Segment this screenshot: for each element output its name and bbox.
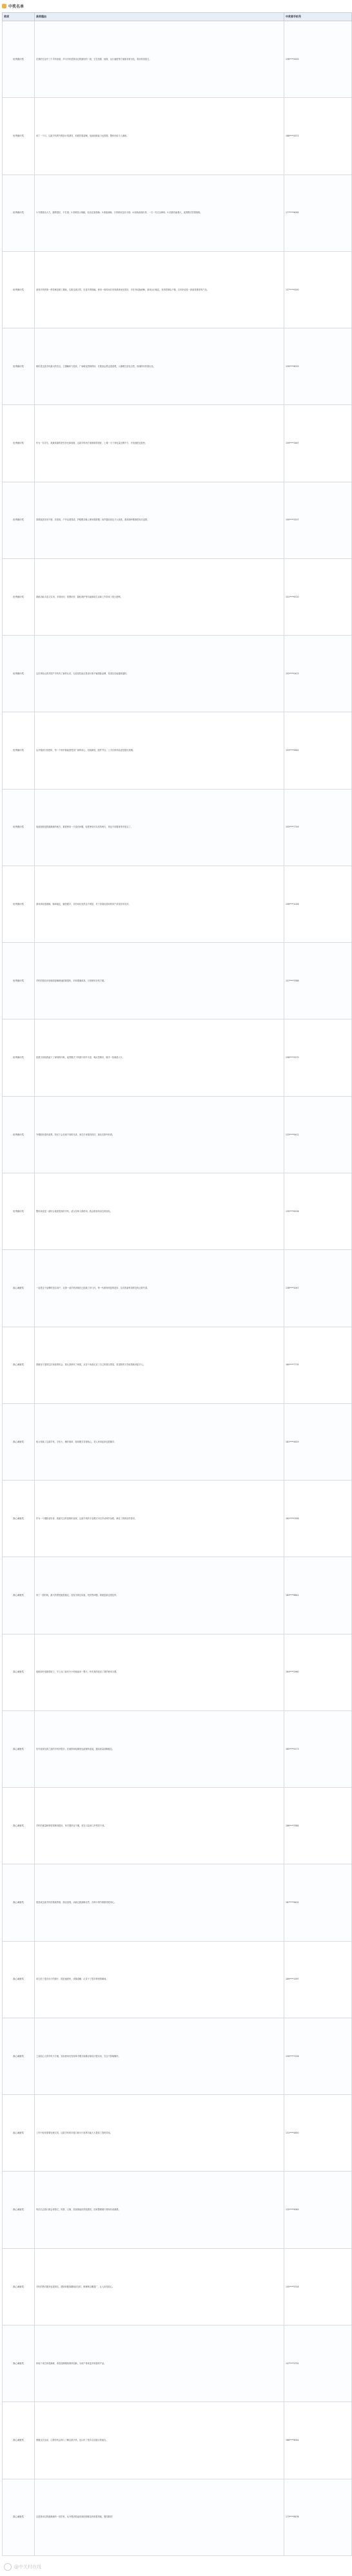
winner-phone: 187****6402 <box>284 1864 352 1941</box>
table-row <box>3 2325 352 2401</box>
winner-phone: 183****8841 <box>284 1557 352 1634</box>
table-row <box>3 712 352 789</box>
header-category: 奖项 <box>3 13 35 21</box>
winner-phone: 131****4850 <box>284 2095 352 2172</box>
table-row <box>3 2172 352 2248</box>
header-phone: 中奖者手机号 <box>284 13 352 21</box>
award-category: 优秀测评奖 <box>3 98 35 175</box>
winner-phone: 133****9412 <box>284 1096 352 1173</box>
watermark-text: @中关村在线 <box>14 2564 41 2570</box>
table-row <box>3 2248 352 2325</box>
table-row <box>3 1327 352 1403</box>
award-reason: 手机的指纹识别和面部解锁速度都很快，识别准确率高，日常使用非常方便。 <box>35 943 284 1019</box>
page-header <box>0 0 352 12</box>
winner-phone: 184****2960 <box>284 1634 352 1710</box>
award-reason: 感谢官方提供这次体验的机会，我认真使用了两周，从各个角度记录了自己的真实感受，希望我的分享能帮助到更多人。 <box>35 1327 284 1403</box>
winner-phone: 152****0413 <box>284 636 352 712</box>
table-row <box>3 558 352 635</box>
winner-phone: 177****6095 <box>284 175 352 251</box>
award-reason: 手机的重量和厚度控制得很好，单手握持也不累，放在口袋里几乎感觉不到。 <box>35 1788 284 1864</box>
award-reason: 每次出去旅行都会带着它，风景、人像、美食都能拍得很漂亮，回来整理照片特别有成就感。 <box>35 2172 284 2248</box>
winner-phone: 139****8033 <box>284 328 352 405</box>
page-title: 中奖名单 <box>8 4 24 9</box>
award-reason: 拍照方面给我留下了深刻的印象，夜景模式下的照片细节丰富、噪点控制好，随手一拍就是大片。 <box>35 1019 284 1096</box>
table-row <box>3 1634 352 1710</box>
winner-phone: 135****6158 <box>284 1173 352 1249</box>
award-category: 优秀测评奖 <box>3 943 35 1019</box>
award-reason: 一直是这个品牌的忠实用户，从第一部手机到现在已经换了好几代，每一代都有明显的进步，这次的新机同样没有让我失望。 <box>35 1250 284 1327</box>
winners-table <box>2 12 352 2556</box>
award-category: 真心诚意奖 <box>3 1250 35 1327</box>
table-body <box>3 21 352 2556</box>
list-icon <box>2 4 6 8</box>
award-category: 优秀测评奖 <box>3 1173 35 1249</box>
winner-phone: 155****7749 <box>284 789 352 866</box>
table-row <box>3 1710 352 1787</box>
award-category: 真心诚意奖 <box>3 1864 35 1941</box>
table-row <box>3 98 352 175</box>
winner-phone: 145****5318 <box>284 2248 352 2325</box>
table-row <box>3 251 352 328</box>
award-category: 真心诚意奖 <box>3 2018 35 2094</box>
table-row <box>3 636 352 712</box>
award-reason: 整体来说是一款综合素质很高的手机，适合各种人群使用，我会推荐给身边的朋友。 <box>35 1173 284 1249</box>
table-row <box>3 328 352 405</box>
winner-phone: 138****2047 <box>284 1250 352 1327</box>
award-category: 真心诚意奖 <box>3 1403 35 1480</box>
winner-phone: 130****7226 <box>284 2018 352 2094</box>
winner-phone: 182****0358 <box>284 1481 352 1557</box>
winner-phone: 157****3388 <box>284 943 352 1019</box>
table-row <box>3 1019 352 1096</box>
award-category: 真心诚意奖 <box>3 1327 35 1403</box>
award-reason: 电池续航是我最满意的地方，重度使用一天没有问题，轻度使用可以坚持两天，再也不用随身带充电宝了。 <box>35 789 284 866</box>
table-row <box>3 1864 352 1941</box>
table-row <box>3 1941 352 2018</box>
award-reason: 游戏体验很流畅，帧率稳定，触控跟手，长时间玩发热也不明显，对于喜欢玩游戏的用户来说非常友好。 <box>35 866 284 942</box>
award-reason: 相机是这款手机最大的亮点，主摄解析力很高，广角畸变控制得好，长焦拍远景也很清楚，人像模式虚化自然，视频防抖效果出色。 <box>35 328 284 405</box>
award-category: 真心诚意奖 <box>3 2248 35 2325</box>
winner-phone: 188****4572 <box>284 98 352 175</box>
table-row <box>3 1173 352 1249</box>
winner-phone: 173****8436 <box>284 2479 352 2556</box>
table-row <box>3 21 352 98</box>
winner-phone: 180****7735 <box>284 1327 352 1403</box>
award-reason: 续航和充电都很给力，早上出门前充半小时就能用一整天，快充真的改变了我的使用习惯。 <box>35 1634 284 1710</box>
winner-phone: 150****2207 <box>284 482 352 558</box>
award-category: 优秀测评奖 <box>3 789 35 866</box>
award-reason: 给父母换了这款手机，字体大、操作简单，简易模式非常贴心，老人家用起来也很顺手。 <box>35 1403 284 1480</box>
award-category: 真心诚意奖 <box>3 2172 35 2248</box>
table-row <box>3 2402 352 2479</box>
table-row <box>3 789 352 866</box>
award-category: 优秀测评奖 <box>3 558 35 635</box>
award-category: 真心诚意奖 <box>3 2479 35 2556</box>
winner-phone: 151****6720 <box>284 558 352 635</box>
award-category: 优秀测评奖 <box>3 251 35 328</box>
winner-phone: 153****9581 <box>284 712 352 789</box>
award-category: 真心诚意奖 <box>3 2402 35 2479</box>
table-row <box>3 1096 352 1173</box>
award-category: 真心诚意奖 <box>3 1634 35 1710</box>
winner-phone: 156****1026 <box>284 866 352 942</box>
winner-phone: 166****6054 <box>284 2402 352 2479</box>
award-category: 优秀测评奖 <box>3 1096 35 1173</box>
table-row <box>3 2018 352 2094</box>
award-reason: 用了一个月，这款手机的外观设计很漂亮，拍照效果清晰，电池续航能力也很强，整体体验令人满意。 <box>35 98 284 175</box>
winner-phone: 147****2791 <box>284 2325 352 2401</box>
award-category: 真心诚意奖 <box>3 2325 35 2401</box>
award-reason: 感谢这次活动，让我有机会深入了解这款手机，也认识了很多志同道合的朋友。 <box>35 2402 284 2479</box>
award-category: 优秀测评奖 <box>3 712 35 789</box>
table-row <box>3 2095 352 2172</box>
table-row <box>3 1788 352 1864</box>
award-category: 优秀测评奖 <box>3 405 35 482</box>
award-reason: 这次体验让我对国产手机有了新的认识，无论是性能还是设计都不输国际品牌，希望以后能越来越好。 <box>35 636 284 712</box>
award-category: 真心诚意奖 <box>3 1710 35 1787</box>
award-reason: 工作中经常需要处理文档，这款手机的多窗口和平行视界功能大大提高了我的效率。 <box>35 2095 284 2172</box>
award-reason: 用它拍了很多孩子的照片，抓拍速度快，成像清晰，记录下了很多珍贵的瞬间。 <box>35 1941 284 2018</box>
award-reason: 1.外观简洁大方，握感很好，不打滑；2.屏幕显示细腻，色彩还原准确；3.系统流畅，日常使用没有卡顿；4.续航表现优秀，一天一充完全够用；5.拍照功能强大，夜景模式效果惊艳。 <box>35 175 284 251</box>
award-reason: 作为一名学生，我最看重的是性价比和续航，这款手机两方面都做得很好，上课一天下来电量还剩不少，充电速度也很快。 <box>35 405 284 482</box>
table-row <box>3 1403 352 1480</box>
winner-phone: 158****5270 <box>284 1019 352 1096</box>
table-row <box>3 482 352 558</box>
award-reason: 用了一段时间，最大的感受就是稳定，没有出现过闪退、死机等问题，系统更新也很及时。 <box>35 1557 284 1634</box>
award-category: 真心诚意奖 <box>3 1481 35 1557</box>
award-reason: 系统功能丰富又实用，多屏协同、智慧识屏、隐私保护等功能都给生活和工作带来了很大便利。 <box>35 558 284 635</box>
award-category: 优秀测评奖 <box>3 866 35 942</box>
table-row <box>3 866 352 942</box>
award-category: 优秀测评奖 <box>3 636 35 712</box>
table-header-row <box>3 13 352 21</box>
watermark <box>4 2562 81 2572</box>
award-reason: 手机的售后服务也很到位，遇到问题客服响应及时，维修网点覆盖广，让人用得放心。 <box>35 2248 284 2325</box>
award-category: 优秀测评奖 <box>3 175 35 251</box>
award-category: 真心诚意奖 <box>3 1788 35 1864</box>
winner-phone: 132****9063 <box>284 2172 352 2248</box>
award-category: 真心诚意奖 <box>3 2095 35 2172</box>
table-row <box>3 1250 352 1327</box>
award-category: 优秀测评奖 <box>3 482 35 558</box>
winners-table-wrap <box>2 12 349 2556</box>
table-row <box>3 1557 352 1634</box>
award-reason: 很喜欢这款手机的系统界面，简洁清爽，动画过渡流畅自然，各种小细节都做得很用心。 <box>35 1864 284 1941</box>
winner-phone: 185****5173 <box>284 1710 352 1787</box>
award-category: 真心诚意奖 <box>3 1557 35 1634</box>
table-row <box>3 175 352 251</box>
award-reason: 外观配色很有质感，阳光下会呈现不同的光泽，拿在手里很有档次，朋友们都夸好看。 <box>35 1096 284 1173</box>
award-reason: 屏幕素质非常不错，亮度高，户外也看得清，护眼模式晚上使用很舒服；扬声器音质也令人惊喜，看视频听歌都很有沉浸感。 <box>35 482 284 558</box>
header-content: 获奖理由 <box>35 13 284 21</box>
winner-phone: 137****0000 <box>284 251 352 328</box>
award-reason: 这是我用过的最满意的一部手机，从外观到性能再到拍照都没有明显短板，强烈推荐！ <box>35 2479 284 2556</box>
watermark-icon <box>4 2563 12 2571</box>
award-reason: 作为一个摄影爱好者，我最关注的是相机表现，这款手机的专业模式可以手动调节参数，满足了我的创作需求。 <box>35 1481 284 1557</box>
winner-phone: 136****5555 <box>284 21 352 98</box>
award-reason: 信号表现比我之前的手机好很多，在地铁和电梯里也能保持连接，通话质量清晰稳定。 <box>35 1710 284 1787</box>
award-category: 优秀测评奖 <box>3 328 35 405</box>
award-reason: 从开箱到日常使用，每一个细节都能感受到厂商的用心，包装精美，配件齐全，上手后的体验更是超出预期。 <box>35 712 284 789</box>
winner-phone: 186****3384 <box>284 1788 352 1864</box>
award-category: 优秀测评奖 <box>3 21 35 98</box>
winner-phone: 189****1597 <box>284 1941 352 2018</box>
award-reason: 之前担心大屏手机不方便，实际使用后发现单手模式和悬浮球设计很实用，完全不影响操作。 <box>35 2018 284 2094</box>
table-row <box>3 2479 352 2556</box>
award-reason: 拿到手机的第一感觉就是做工精致，边框过渡自然，后盖手感细腻。使用一段时间后发现系统优化很好，多任务切换流畅，游戏运行稳定，发热控制也不错，总体来说是一款值得推荐的产品。 <box>35 251 284 328</box>
award-category: 优秀测评奖 <box>3 1019 35 1096</box>
table-row <box>3 943 352 1019</box>
winner-phone: 181****4619 <box>284 1403 352 1480</box>
table-row <box>3 1481 352 1557</box>
award-reason: 体验下来总体很满意，希望品牌继续保持创新，为用户带来更多惊喜的产品。 <box>35 2325 284 2401</box>
award-category: 真心诚意奖 <box>3 1941 35 2018</box>
table-row <box>3 405 352 482</box>
award-reason: 在我的生活中三个手机里面，华为手机是我用过的最好的一款，它在拍照、续航、运行速度等方面都非常出色，我非常喜欢它。 <box>35 21 284 98</box>
winner-phone: 159****3467 <box>284 405 352 482</box>
